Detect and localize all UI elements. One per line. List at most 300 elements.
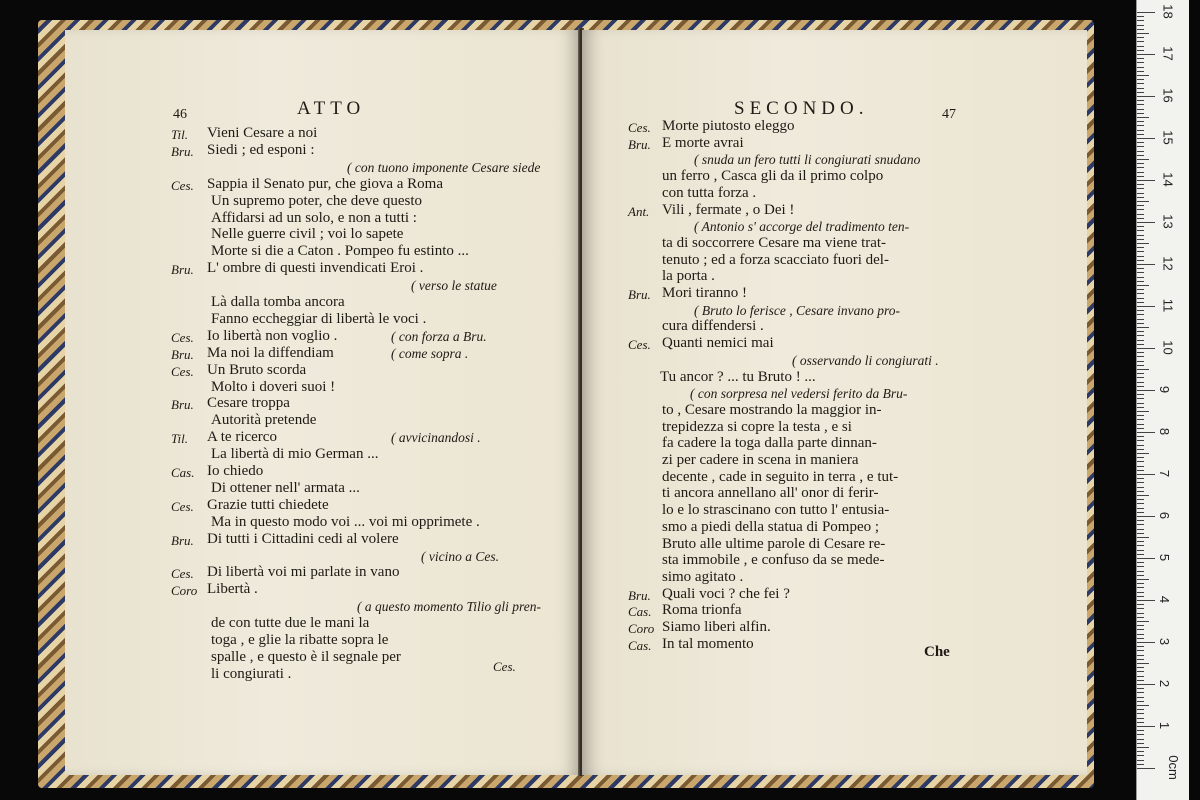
ruler-tick [1137,256,1144,257]
ruler-tick [1137,188,1144,189]
ruler-tick [1137,755,1144,756]
ruler-tick [1137,272,1144,273]
verse-line: Vili , fermate , o Dei ! [662,201,795,218]
ruler-tick [1137,20,1144,21]
ruler-tick [1137,277,1144,278]
ruler-tick [1137,554,1144,555]
left-page [65,30,580,775]
ruler-tick [1137,96,1155,97]
ruler-tick [1137,449,1144,450]
verse-line: Ma noi la diffendiam [207,344,334,361]
ruler-tick [1137,604,1144,605]
verse-line: Morte piutosto eleggo [662,118,795,134]
ruler-tick [1137,260,1144,261]
ruler-tick [1137,138,1155,139]
ruler-tick [1137,214,1144,215]
ruler-tick [1137,461,1144,462]
ruler-tick [1137,75,1149,76]
speaker-label: Bru. [171,143,194,159]
ruler-tick [1137,373,1144,374]
ruler-label: 15 [1160,130,1176,145]
speaker-label: Ces. [171,329,194,345]
ruler-tick [1137,453,1149,454]
ruler-tick [1137,407,1144,408]
ruler-tick [1137,642,1155,643]
ruler-tick [1137,377,1144,378]
ruler-tick [1137,29,1144,30]
ruler-tick [1137,692,1144,693]
ruler-tick [1137,487,1144,488]
ruler-tick [1137,403,1144,404]
ruler-tick [1137,659,1144,660]
verse-line: sta immobile , e confuso da se mede- [662,552,885,569]
stage-direction: ( a questo momento Tilio gli pren- [357,599,541,615]
ruler-label: 13 [1160,214,1176,229]
verse-line: La libertà di mio German ... [211,446,379,463]
measurement-ruler [1136,0,1189,800]
ruler-tick [1137,445,1144,446]
verse-line: A te ricerco [207,429,277,446]
verse-line: Di ottener nell' armata ... [211,479,360,496]
speaker-label: Til. [171,127,188,142]
verse-line: cura diffendersi . [662,318,764,335]
stage-direction: ( vicino a Ces. [421,548,499,564]
ruler-tick [1137,369,1149,370]
speaker-label: Bru. [628,587,651,603]
verse-line: de con tutte due le mani la [211,615,370,632]
speaker-label: Ces. [171,363,194,379]
ruler-tick [1137,176,1144,177]
verse-line: con tutta forza . [662,184,757,201]
ruler-tick [1137,163,1144,164]
ruler-tick [1137,760,1144,761]
ruler-tick [1137,558,1155,559]
verse-line: Fanno eccheggiar di libertà le voci . [211,310,427,327]
ruler-tick [1137,310,1144,311]
stage-direction: ( con sorpresa nel vedersi ferito da Bru- [690,386,908,402]
ruler-label: 1 [1157,721,1173,730]
ruler-tick [1137,680,1144,681]
ruler-tick [1137,67,1144,68]
ruler-tick [1137,142,1144,143]
speaker-label: Ces. [628,337,651,353]
ruler-tick [1137,92,1144,93]
verse-line: Roma trionfa [662,602,742,619]
ruler-tick [1137,302,1144,303]
ruler-tick [1137,159,1149,160]
ruler-tick [1137,205,1144,206]
ruler-tick [1137,58,1144,59]
verse-line: Io libertà non voglio . [207,327,338,344]
ruler-tick [1137,709,1144,710]
ruler-tick [1137,251,1144,252]
ruler-label: 8 [1157,427,1173,436]
ruler-tick [1137,634,1144,635]
ruler-label: 14 [1160,172,1176,187]
ruler-tick [1137,457,1144,458]
ruler-tick [1137,764,1144,765]
verse-line: Un Bruto scorda [207,361,307,378]
ruler-tick [1137,625,1144,626]
ruler-tick [1137,394,1144,395]
ruler-tick [1137,743,1144,744]
ruler-tick [1137,600,1155,601]
ruler-tick [1137,663,1149,664]
ruler-tick [1137,382,1144,383]
ruler-label: 6 [1157,511,1173,520]
ruler-tick [1137,285,1149,286]
ruler-tick [1137,184,1144,185]
verse-line: ti ancora annellano all' onor di ferir- [662,485,879,502]
ruler-tick [1137,415,1144,416]
ruler-tick [1137,722,1144,723]
ruler-label: 4 [1157,595,1173,604]
verse-line: Siedi ; ed esponi : [207,141,315,158]
ruler-tick [1137,566,1144,567]
ruler-tick [1137,646,1144,647]
ruler-tick [1137,293,1144,294]
verse-line: Grazie tutti chiedete [207,496,329,513]
ruler-tick [1137,226,1144,227]
ruler-tick [1137,340,1144,341]
ruler-tick [1137,545,1144,546]
verse-line: Molto i doveri suoi ! [211,378,336,395]
speaker-label: Ces. [171,177,194,193]
ruler-tick [1137,79,1144,80]
ruler-tick [1137,247,1144,248]
verse-line: zi per cadere in scena in maniera [662,452,859,468]
ruler-label: 9 [1157,385,1173,394]
ruler-tick [1137,667,1144,668]
ruler-tick [1137,701,1144,702]
ruler-tick [1137,491,1144,492]
ruler-tick [1137,146,1144,147]
ruler-tick [1137,508,1144,509]
ruler-tick [1137,587,1144,588]
ruler-tick [1137,352,1144,353]
ruler-tick [1137,50,1144,51]
ruler-tick [1137,323,1144,324]
ruler-tick [1137,398,1144,399]
ruler-tick [1137,482,1144,483]
ruler-tick [1137,33,1149,34]
ruler-tick [1137,88,1144,89]
page-number: 47 [942,107,956,122]
ruler-tick [1137,344,1144,345]
speaker-label: Cas. [628,637,652,653]
speaker-label: Cas. [171,465,195,480]
verse-line: Autorità pretende [211,412,317,429]
ruler-tick [1137,218,1144,219]
ruler-tick [1137,608,1144,609]
ruler-tick [1137,83,1144,84]
ruler-label: 3 [1157,637,1173,646]
ruler-tick [1137,583,1144,584]
speaker-label: Til. [171,431,188,447]
ruler-tick [1137,306,1155,307]
ruler-tick [1137,524,1144,525]
ruler-tick [1137,222,1155,223]
verse-line: lo e lo strascinano con tutto l' entusia- [662,502,890,519]
speaker-label: Cas. [628,604,652,620]
ruler-label: 17 [1160,46,1176,61]
ruler-tick [1137,298,1144,299]
ruler-tick [1137,104,1144,105]
verse-line: fa cadere la toga dalla parte dinnan- [662,435,877,452]
stage-direction: ( avvicinandosi . [391,430,481,446]
ruler-tick [1137,671,1144,672]
ruler-tick [1137,470,1144,471]
verse-line: decente , cade in seguito in terra , e tut- [662,468,899,485]
ruler-tick [1137,109,1144,110]
ruler-tick [1137,46,1144,47]
speaker-label: Coro [628,621,655,636]
ruler-tick [1137,432,1155,433]
ruler-tick [1137,243,1149,244]
ruler-tick [1137,705,1149,706]
speaker-label: Bru. [628,136,651,152]
ruler-tick [1137,768,1155,769]
verse-line: Un supremo poter, che deve questo [211,192,423,209]
speaker-label: Bru. [171,346,194,362]
verse-line: simo agitato . [662,568,744,585]
speaker-label: Ces. [628,120,651,135]
ruler-tick [1137,390,1155,391]
ruler-tick [1137,201,1149,202]
ruler-tick [1137,361,1144,362]
ruler-label: 11 [1160,298,1176,313]
stage-direction: ( Bruto lo ferisce , Cesare invano pro- [694,302,900,318]
ruler-tick [1137,495,1149,496]
ruler-tick [1137,739,1144,740]
ruler-tick [1137,613,1144,614]
ruler-tick [1137,684,1155,685]
ruler-tick [1137,172,1144,173]
ruler-tick [1137,499,1144,500]
ruler-tick [1137,562,1144,563]
ruler-tick [1137,718,1144,719]
verse-line: L' ombre di questi invendicati Eroi . [207,260,424,277]
verse-line: smo a piedi della statua di Pompeo ; [662,518,880,535]
ruler-tick [1137,596,1144,597]
verse-line: Di tutti i Cittadini cedi al volere [207,530,399,547]
verse-line: Morte si die a Caton . Pompeo fu estinto ... [211,243,469,260]
ruler-tick [1137,579,1149,580]
ruler-tick [1137,356,1144,357]
ruler-tick [1137,697,1144,698]
page-header: SECONDO. [734,98,869,119]
ruler-tick [1137,474,1155,475]
speaker-label: Coro [171,583,198,599]
verse-line: tenuto ; ed a forza scacciato fuori del- [662,251,889,268]
ruler-tick [1137,529,1144,530]
ruler-tick [1137,314,1144,315]
ruler-tick [1137,478,1144,479]
ruler-tick [1137,125,1144,126]
verse-line: la porta . [662,268,715,285]
ruler-tick [1137,650,1144,651]
ruler-tick [1137,512,1144,513]
verse-line: E morte avrai [662,134,744,151]
ruler-label: 10 [1160,340,1176,355]
ruler-tick [1137,629,1144,630]
ruler-tick [1137,466,1144,467]
ruler-tick [1137,54,1155,55]
ruler-tick [1137,121,1144,122]
verse-line: toga , e glie la ribatte sopra le [211,632,389,648]
ruler-tick [1137,193,1144,194]
verse-line: li congiurati . [211,665,292,682]
verse-line: Siamo liberi alfin. [662,619,771,635]
stage-direction: ( verso le statue [411,278,497,294]
ruler-tick [1137,268,1144,269]
stage-direction: ( come sopra . [391,345,469,361]
verse-line: Affidarsi ad un solo, e non a tutti : [211,209,417,226]
verse-line: Nelle guerre civil ; voi lo sapete [211,226,404,243]
ruler-tick [1137,550,1144,551]
stage-direction: ( osservando li congiurati . [792,352,939,368]
ruler-tick [1137,71,1144,72]
ruler-tick [1137,386,1144,387]
right-page [582,30,1087,775]
ruler-tick [1137,516,1155,517]
ruler-tick [1137,655,1144,656]
verse-line: to , Cesare mostrando la maggior in- [662,401,882,418]
ruler-tick [1137,239,1144,240]
verse-line: Di libertà voi mi parlate in vano [207,564,400,581]
verse-line: Io chiedo [207,463,264,479]
ruler-tick [1137,503,1144,504]
ruler-tick [1137,235,1144,236]
ruler-tick [1137,155,1144,156]
ruler-label: 0cm [1165,755,1181,780]
ruler-tick [1137,264,1155,265]
catchword: Che [924,644,950,660]
ruler-tick [1137,134,1144,135]
ruler-tick [1137,440,1144,441]
verse-line: ta di soccorrere Cesare ma viene trat- [662,234,887,251]
ruler-tick [1137,747,1149,748]
ruler-label: 16 [1160,88,1176,103]
ruler-tick [1137,16,1144,17]
ruler-tick [1137,289,1144,290]
ruler-tick [1137,537,1149,538]
ruler-tick [1137,436,1144,437]
verse-line: Quanti nemici mai [662,335,774,352]
ruler-tick [1137,319,1144,320]
speaker-label: Ces. [171,498,194,514]
ruler-tick [1137,331,1144,332]
verse-line: Là dalla tomba ancora [211,294,345,310]
verse-line: Mori tiranno ! [662,285,747,301]
ruler-label: 2 [1157,679,1173,688]
ruler-tick [1137,130,1144,131]
ruler-tick [1137,730,1144,731]
ruler-tick [1137,734,1144,735]
verse-line: spalle , e questo è il segnale per [211,648,401,665]
speaker-label: Bru. [628,287,651,302]
ruler-tick [1137,62,1144,63]
ruler-tick [1137,37,1144,38]
ruler-tick [1137,335,1144,336]
ruler-tick [1137,12,1155,13]
ruler-tick [1137,167,1144,168]
ruler-tick [1137,726,1155,727]
ruler-tick [1137,327,1149,328]
ruler-tick [1137,520,1144,521]
ruler-tick [1137,541,1144,542]
stage-direction: ( con forza a Bru. [391,328,487,344]
speaker-label: Bru. [171,397,194,413]
ruler-tick [1137,571,1144,572]
ruler-tick [1137,365,1144,366]
ruler-tick [1137,676,1144,677]
speaker-label: Bru. [171,262,194,278]
speaker-label: Bru. [171,532,194,548]
verse-line: Vieni Cesare a noi [207,125,318,141]
ruler-tick [1137,113,1144,114]
catchword: Ces. [493,659,516,674]
ruler-tick [1137,197,1144,198]
ruler-tick [1137,424,1144,425]
ruler-tick [1137,638,1144,639]
verse-line: Quali voci ? che fei ? [662,585,790,602]
verse-line: un ferro , Casca gli da il primo colpo [662,168,884,185]
verse-line: In tal momento [662,635,754,652]
ruler-label: 18 [1160,4,1176,19]
ruler-tick [1137,41,1144,42]
ruler-tick [1137,230,1144,231]
ruler-tick [1137,533,1144,534]
verse-line: Tu ancor ? ... tu Bruto ! ... [660,368,816,385]
ruler-tick [1137,713,1144,714]
ruler-tick [1137,411,1149,412]
ruler-tick [1137,428,1144,429]
ruler-tick [1137,621,1149,622]
verse-line: Bruto alle ultime parole di Cesare re- [662,535,886,552]
ruler-tick [1137,117,1149,118]
stage-direction: ( snuda un fero tutti li congiurati snudano [694,152,921,168]
ruler-tick [1137,25,1144,26]
speaker-label: Ces. [171,566,194,582]
stage-direction: ( Antonio s' accorge del tradimento ten- [694,219,910,235]
ruler-tick [1137,575,1144,576]
ruler-tick [1137,180,1155,181]
page-number: 46 [173,107,187,122]
ruler-tick [1137,281,1144,282]
ruler-tick [1137,151,1144,152]
ruler-tick [1137,419,1144,420]
verse-line: Sappia il Senato pur, che giova a Roma [207,175,444,192]
verse-line: trepidezza si copre la testa , e si [662,418,852,435]
ruler-label: 5 [1157,553,1173,562]
verse-line: Libertà . [207,581,258,598]
verse-line: Ma in questo modo voi ... voi mi opprimete . [211,513,480,530]
stage-direction: ( con tuono imponente Cesare siede [347,159,541,175]
speaker-label: Ant. [628,203,650,219]
ruler-tick [1137,100,1144,101]
ruler-label: 7 [1157,469,1173,478]
page-header: ATTO [297,98,366,119]
ruler-tick [1137,617,1144,618]
ruler-tick [1137,751,1144,752]
ruler-tick [1137,209,1144,210]
ruler-tick [1137,688,1144,689]
verse-line: Cesare troppa [207,395,290,412]
ruler-label: 12 [1160,256,1176,271]
ruler-tick [1137,592,1144,593]
ruler-tick [1137,348,1155,349]
